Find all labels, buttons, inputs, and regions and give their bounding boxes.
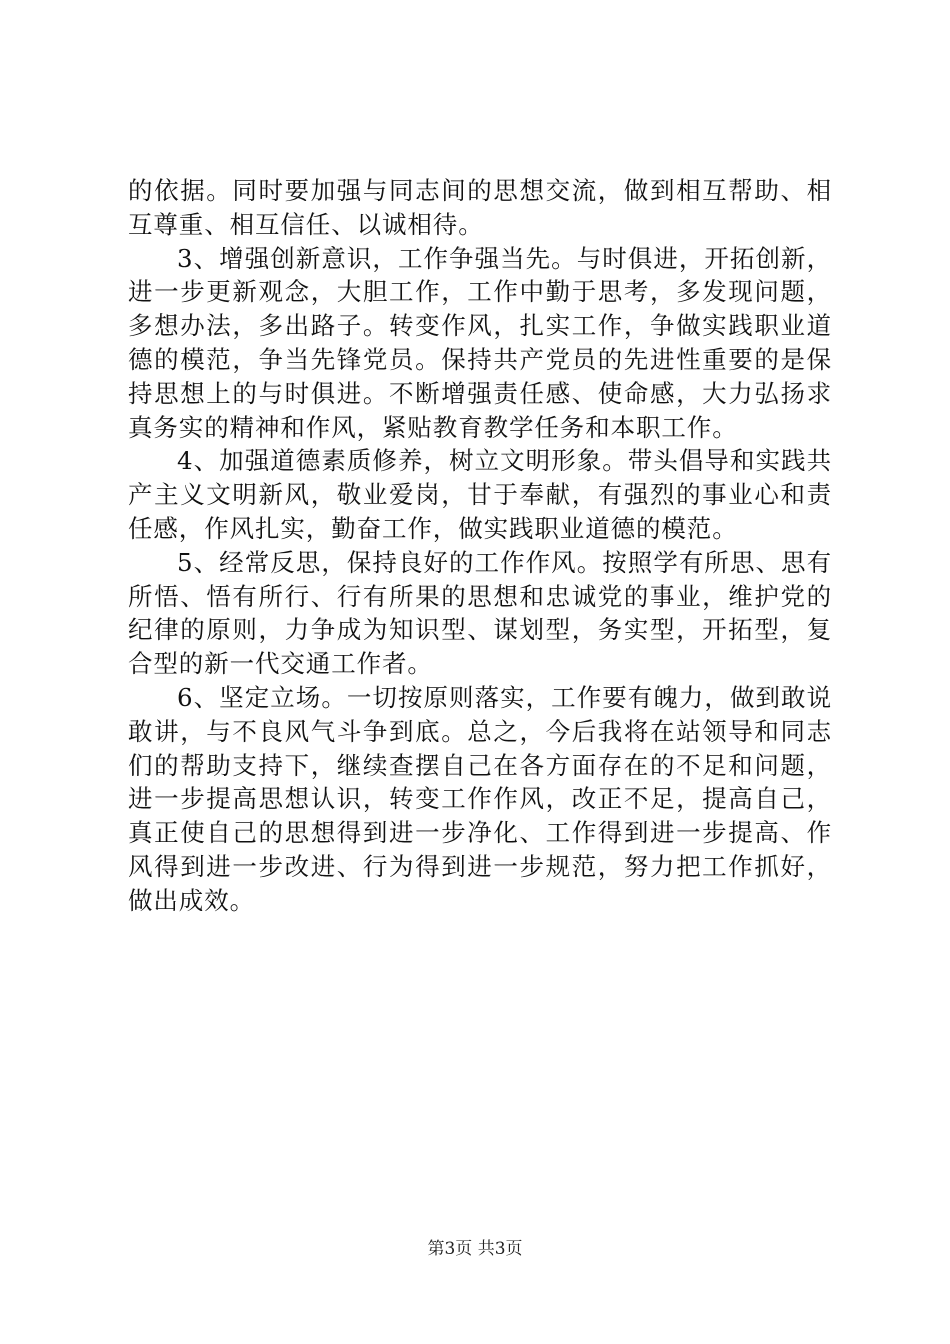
document-body bbox=[128, 174, 832, 918]
paragraph-continuation: 的依据。同时要加强与同志间的思想交流，做到相互帮助、相互尊重、相互信任、以诚相待。 bbox=[128, 176, 832, 239]
paragraph-item-4: 4、加强道德素质修养，树立文明形象。带头倡导和实践共产主义文明新风，敬业爱岗，甘于奉献，有强烈的事业心和责任感，作风扎实，勤奋工作，做实践职业道德的模范。 bbox=[128, 446, 832, 543]
page-footer: 第3页 共3页 bbox=[427, 1239, 523, 1259]
paragraph-item-3: 3、增强创新意识，工作争强当先。与时俱进，开拓创新，进一步更新观念，大胆工作，工作中勤于思考，多发现问题，多想办法，多出路子。转变作风，扎实工作，争做实践职业道德的模范，争当先锋党员。保持共产党员的先进性重要的是保持思想上的与时俱进。不断增强责任感、使命感，大力弘扬求真务实的精神和作风，紧贴教育教学任务和本职工作。 bbox=[128, 243, 832, 442]
paragraph-item-5: 5、经常反思，保持良好的工作作风。按照学有所思、思有所悟、悟有所行、行有所果的思想和忠诚党的事业，维护党的纪律的原则，力争成为知识型、谋划型，务实型，开拓型，复合型的新一代交通工作者。 bbox=[128, 547, 832, 679]
paragraph-item-6: 6、坚定立场。一切按原则落实，工作要有魄力，做到敢说敢讲，与不良风气斗争到底。总之，今后我将在站领导和同志们的帮助支持下，继续查摆自己在各方面存在的不足和问题，进一步提高思想认识，转变工作作风，改正不足，提高自己，真正使自己的思想得到进一步净化、工作得到进一步提高、作风得到进一步改进、行为得到进一步规范，努力把工作抓好，做出成效。 bbox=[128, 682, 832, 915]
